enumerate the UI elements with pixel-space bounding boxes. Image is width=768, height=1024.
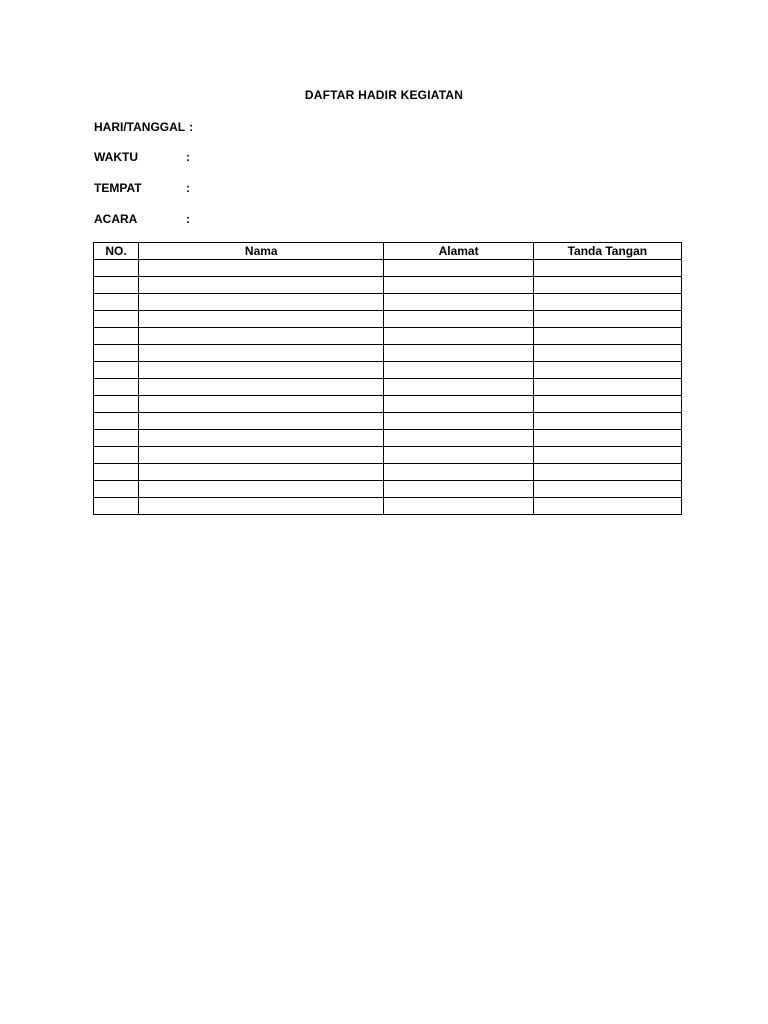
cell-tanda-tangan[interactable] [533, 328, 681, 345]
cell-alamat[interactable] [384, 362, 533, 379]
cell-tanda-tangan[interactable] [533, 396, 681, 413]
table-row [94, 464, 682, 481]
table-body [94, 260, 682, 515]
cell-nama[interactable] [139, 447, 384, 464]
field-label: HARI/TANGGAL [94, 120, 186, 134]
cell-nama[interactable] [139, 498, 384, 515]
cell-nama[interactable] [139, 379, 384, 396]
table-row [94, 362, 682, 379]
cell-alamat[interactable] [384, 498, 533, 515]
cell-no[interactable] [94, 311, 139, 328]
table-row [94, 260, 682, 277]
cell-no[interactable] [94, 413, 139, 430]
cell-tanda-tangan[interactable] [533, 430, 681, 447]
cell-no[interactable] [94, 260, 139, 277]
field-separator: : [186, 181, 190, 195]
field-hari-tanggal [94, 119, 193, 135]
cell-alamat[interactable] [384, 260, 533, 277]
cell-alamat[interactable] [384, 311, 533, 328]
table-row [94, 413, 682, 430]
field-label: TEMPAT [94, 181, 142, 195]
cell-tanda-tangan[interactable] [533, 362, 681, 379]
attendance-table [93, 242, 682, 515]
table-header-row [94, 243, 682, 260]
cell-alamat[interactable] [384, 277, 533, 294]
cell-alamat[interactable] [384, 294, 533, 311]
table-row [94, 498, 682, 515]
cell-tanda-tangan[interactable] [533, 481, 681, 498]
cell-alamat[interactable] [384, 447, 533, 464]
cell-no[interactable] [94, 277, 139, 294]
cell-tanda-tangan[interactable] [533, 464, 681, 481]
cell-alamat[interactable] [384, 345, 533, 362]
cell-no[interactable] [94, 447, 139, 464]
cell-alamat[interactable] [384, 430, 533, 447]
cell-no[interactable] [94, 345, 139, 362]
cell-nama[interactable] [139, 413, 384, 430]
table-row [94, 447, 682, 464]
cell-nama[interactable] [139, 294, 384, 311]
field-label: ACARA [94, 212, 138, 226]
cell-no[interactable] [94, 362, 139, 379]
cell-tanda-tangan[interactable] [533, 413, 681, 430]
cell-no[interactable] [94, 328, 139, 345]
table-row [94, 277, 682, 294]
table-row [94, 294, 682, 311]
cell-nama[interactable] [139, 345, 384, 362]
header-nama: Nama [139, 243, 384, 260]
field-separator: : [186, 150, 190, 164]
table-row [94, 430, 682, 447]
field-separator: : [189, 120, 194, 134]
cell-nama[interactable] [139, 260, 384, 277]
cell-tanda-tangan[interactable] [533, 260, 681, 277]
header-alamat: Alamat [384, 243, 533, 260]
cell-nama[interactable] [139, 396, 384, 413]
field-waktu [94, 149, 190, 165]
cell-alamat[interactable] [384, 396, 533, 413]
cell-alamat[interactable] [384, 413, 533, 430]
cell-nama[interactable] [139, 430, 384, 447]
cell-nama[interactable] [139, 311, 384, 328]
cell-no[interactable] [94, 294, 139, 311]
cell-alamat[interactable] [384, 481, 533, 498]
field-acara [94, 211, 190, 227]
cell-alamat[interactable] [384, 328, 533, 345]
field-separator: : [186, 212, 190, 226]
cell-alamat[interactable] [384, 464, 533, 481]
table-row [94, 379, 682, 396]
cell-tanda-tangan[interactable] [533, 379, 681, 396]
cell-tanda-tangan[interactable] [533, 498, 681, 515]
table-row [94, 396, 682, 413]
cell-no[interactable] [94, 430, 139, 447]
field-tempat [94, 180, 190, 196]
cell-no[interactable] [94, 498, 139, 515]
cell-no[interactable] [94, 481, 139, 498]
cell-nama[interactable] [139, 481, 384, 498]
cell-no[interactable] [94, 396, 139, 413]
cell-nama[interactable] [139, 464, 384, 481]
page-title: DAFTAR HADIR KEGIATAN [304, 88, 464, 102]
header-no: NO. [94, 243, 139, 260]
cell-tanda-tangan[interactable] [533, 277, 681, 294]
table-row [94, 481, 682, 498]
cell-tanda-tangan[interactable] [533, 294, 681, 311]
cell-nama[interactable] [139, 328, 384, 345]
cell-tanda-tangan[interactable] [533, 447, 681, 464]
cell-nama[interactable] [139, 362, 384, 379]
field-label: WAKTU [94, 150, 138, 164]
table-row [94, 328, 682, 345]
cell-tanda-tangan[interactable] [533, 345, 681, 362]
cell-tanda-tangan[interactable] [533, 311, 681, 328]
table-row [94, 345, 682, 362]
header-tanda-tangan: Tanda Tangan [533, 243, 681, 260]
cell-nama[interactable] [139, 277, 384, 294]
cell-alamat[interactable] [384, 379, 533, 396]
cell-no[interactable] [94, 464, 139, 481]
cell-no[interactable] [94, 379, 139, 396]
table-row [94, 311, 682, 328]
